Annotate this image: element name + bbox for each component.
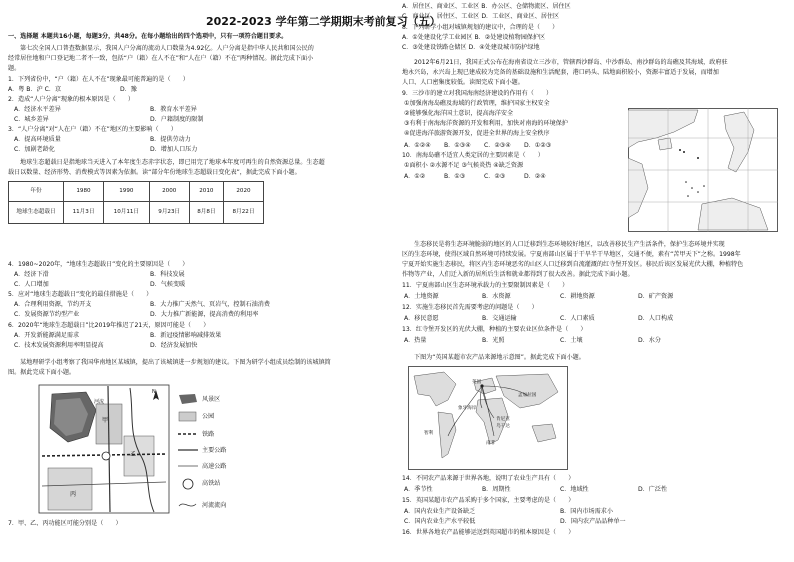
- table-cell: 9月23日: [149, 202, 189, 224]
- overshoot-day-table: [8, 181, 264, 224]
- q6-option: C．技术发展资源利用率明显提高: [14, 342, 104, 349]
- intro-line: 人口、人口密集度较低。读图完成下面小题。: [402, 79, 524, 86]
- yi-label: 乙: [130, 451, 137, 458]
- q12-option: D．人口构成: [638, 315, 674, 322]
- q10-option: A．①②: [404, 173, 426, 180]
- q11-option: A．土地资源: [404, 293, 439, 300]
- q4-option: D．气候变暖: [150, 281, 186, 288]
- q15-option: B．国内市场需求小: [560, 508, 613, 515]
- river-legend-icon: [179, 504, 196, 506]
- q10-option: C．②③: [484, 173, 506, 180]
- map-legend-symbols: [176, 392, 200, 514]
- q5-option: D．大力推广新能源，提高消费的利用率: [150, 311, 259, 318]
- intro-line: 题。: [8, 65, 21, 72]
- jia-label: 甲: [102, 417, 109, 424]
- country-label: 肯尼亚: [496, 417, 510, 422]
- q13-option: D．水分: [638, 337, 661, 344]
- intro-line: 图。据此完成下面小题。: [8, 369, 76, 376]
- intro-line: 载日以数量、经济形势、消费模式等因素为依据。读“部分年份地球生态超载日变化表”，据此完成下面小题。: [8, 169, 301, 176]
- question-10-stem: 10．南海岛礁不适宜人类定居的主要因素是（ ）: [402, 152, 544, 159]
- table-cell: 1980: [64, 182, 104, 202]
- q14-option: B．周期性: [482, 486, 511, 493]
- q13-option: B．光照: [482, 337, 505, 344]
- south-china-sea-map: [628, 108, 778, 232]
- q6-option: B．新冠疫情影响减排效果: [150, 332, 222, 339]
- q2-option: B．教育水平差异: [150, 106, 197, 113]
- q3-option: B．提供劳动力: [150, 136, 191, 143]
- question-4-stem: 4．1980~2020年，“地球生态超载日”变化的主要原因是（ ）: [8, 261, 189, 268]
- intro-line: 地球生态超载日是指地球当天进入了本年度生态赤字状态，即已用完了地球本年度可再生的自然资源总量。生态超: [20, 159, 325, 166]
- q8-option: A．①处建设化学工业园区 B．②处建设植物园保护区: [402, 34, 546, 41]
- q2-option: D．户籍制度的限制: [150, 116, 204, 123]
- q4-option: A．经济下滑: [14, 271, 49, 278]
- section-heading: 一、选择题 本题共16小题，每题3分，共48分。在每小题给出的四个选项中，只有一项符合题目要求。: [8, 33, 288, 40]
- q6-option: D．经济发展加快: [150, 342, 198, 349]
- q3-option: A．提高环境质量: [14, 136, 61, 143]
- legend-label: 铁路: [202, 431, 215, 438]
- legend-label: 风景区: [202, 396, 221, 403]
- intro-line: 第七次全国人口普查数据显示，我国人户分离的流动人口数量为4.92亿。人户分离是指中华人民共和国公民的: [20, 45, 314, 52]
- q10-statements: ①面积小 ②水源不足 ③气候炎热 ④缺乏资源: [404, 162, 524, 169]
- q13-option: A．热量: [404, 337, 427, 344]
- q10-option: B．①③: [444, 173, 466, 180]
- table-header: 年份: [9, 182, 64, 202]
- q9-statement: ③有利于南海海洋资源的开发和利用，加快对南海的环境保护: [404, 120, 568, 127]
- q9-option: B．①③④: [444, 142, 471, 149]
- question-13-stem: 13．红寺堡开发区的光伏大棚，种植的主要农业区位条件是（ ）: [402, 326, 587, 333]
- q15-option: D．国内农产品品种单一: [560, 518, 626, 525]
- q14-option: C．地域性: [560, 486, 589, 493]
- country-label: 智利: [424, 431, 434, 436]
- q15-option: C．国内农业生产水平较低: [404, 518, 476, 525]
- legend-label: 高速公路: [202, 463, 227, 470]
- country-label: 象牙海岸: [458, 406, 477, 411]
- q1-option: A．粤 B．沪 C．京: [8, 86, 62, 93]
- q13-option: C．土壤: [560, 337, 583, 344]
- north-label: N: [152, 389, 156, 395]
- world-produce-map: [408, 366, 568, 470]
- park-legend-icon: [179, 412, 196, 421]
- legend-label: 河流流向: [202, 502, 227, 509]
- q14-option: D．广泛性: [638, 486, 668, 493]
- q11-option: B．水资源: [482, 293, 511, 300]
- q9-statement: ④促进海洋旅游资源开发，促进全世界的海上安全秩序: [404, 130, 550, 137]
- q9-option: C．②③④: [484, 142, 511, 149]
- station-legend-icon: [183, 479, 193, 489]
- question-8-stem: 8．下列研学小组对城镇规划的建议中，合理的是（ ）: [402, 24, 559, 31]
- q11-option: C．耕地资源: [560, 293, 595, 300]
- table-cell: 8月8日: [189, 202, 223, 224]
- q5-option: A．合理利用资源，节约开支: [14, 301, 92, 308]
- q12-option: A．移民意愿: [404, 315, 439, 322]
- q12-option: C．人口素质: [560, 315, 595, 322]
- table-cell: 2000: [149, 182, 189, 202]
- table-cell: 2020: [223, 182, 263, 202]
- intro-line: 下图为“英国某超市农产品来源地示意图”。据此完成下面小题。: [414, 354, 585, 361]
- q9-option: D．①②③: [524, 142, 552, 149]
- intro-line: 区的生态环境，使得区域自然环境可持续发展。宁夏南部山区属于干旱半干旱地区，交通不便，素有“苦甲天下”之称。1998年: [402, 251, 741, 258]
- bing-label: 丙: [70, 491, 77, 498]
- q4-option: B．科技发展: [150, 271, 185, 278]
- question-3-stem: 3．“人户分离”对“人在户（籍）不在”地区的主要影响（ ）: [8, 126, 177, 133]
- zone-bing: [48, 468, 92, 510]
- zone-yi: [124, 436, 154, 476]
- question-15-stem: 15．英国某超市农产品采购于多个国家，主要考虑的是（ ）: [402, 497, 575, 504]
- intro-line: 2012年6月21日，我国正式公布在海南省设立三沙市，管辖西沙群岛、中沙群岛、南沙群岛的岛礁及其海域，政府驻: [414, 59, 728, 66]
- table-cell: 2010: [189, 182, 223, 202]
- q3-option: D．增加人口压力: [150, 146, 198, 153]
- page-title: 2022-2023 学年第二学期期末考前复习（五）: [206, 15, 441, 28]
- question-9-stem: 9．三沙市的建立对我国海南经济建设的作用有（ ）: [402, 90, 553, 97]
- scenic-legend-icon: [179, 394, 197, 404]
- question-16-stem: 16．世界各地农产品能够运送到英国超市的根本原因是（ ）: [402, 529, 575, 536]
- question-7-stem: 7．甲、乙、丙功能区可能分别是（ ）: [8, 520, 122, 527]
- intro-line: 某地理研学小组考察了我国华南地区某城镇，提出了该城镇进一步规划的建议。下图为研学小组成员绘制的该城镇简: [20, 359, 331, 366]
- intro-line: 生态移民是将生态环境脆弱的地区的人口迁移到生态环境较好地区，以改善移民生产生活条件，保护生态环境并实现: [414, 241, 725, 248]
- question-1-stem: 1．下列省份中，“户（籍）在人不在”现象最可能普遍的是（ ）: [8, 76, 189, 83]
- question-6-stem: 6．2020年“地球生态超载日”比2019年推迟了21天，原因可能是（ ）: [8, 322, 210, 329]
- q11-option: D．矿产资源: [638, 293, 674, 300]
- q1-option: D．豫: [120, 86, 137, 93]
- q5-option: C．发展资源节约型产业: [14, 311, 80, 318]
- table-cell: 8月22日: [223, 202, 263, 224]
- q6-option: A．开发新能源满足需求: [14, 332, 80, 339]
- country-label: 南非: [486, 441, 496, 446]
- country-label: 孟加拉国: [518, 393, 537, 398]
- q2-option: A．经济水平差异: [14, 106, 61, 113]
- river-label: 河流: [94, 399, 105, 405]
- legend-label: 公园: [202, 413, 215, 420]
- question-5-stem: 5．应对“地球生态超载日”变化的最佳措施是（ ）: [8, 291, 153, 298]
- question-2-stem: 2．造成“人户分离”现象的根本原因是（ ）: [8, 96, 134, 103]
- q4-option: C．人口增加: [14, 281, 49, 288]
- q9-option: A．①②④: [404, 142, 431, 149]
- intro-line: 作物等产业，人们迁入新的居所后生活和就业都得到了很大改善。据此完成下面小题。: [402, 271, 634, 278]
- q2-option: C．城乡差异: [14, 116, 49, 123]
- intro-line: 地永兴岛，永兴岛上现已建成较为完备的基础设施和生活配套，港口码头、陆地面积较小，资源丰富适于发展，而增加: [402, 69, 719, 76]
- q9-statement: ①加强南海岛礁及海域的行政管理，维护国家主权安全: [404, 100, 550, 107]
- hainan-island: [658, 138, 672, 150]
- legend-label: 高铁站: [202, 480, 221, 487]
- question-12-stem: 12．实施生态移民首先需要考虑的问题是（ ）: [402, 304, 538, 311]
- table-header: 地球生态超载日: [9, 202, 64, 224]
- country-label: 乌干达: [496, 424, 510, 429]
- table-cell: 10月11日: [104, 202, 150, 224]
- q14-option: A．季节性: [404, 486, 433, 493]
- q7-option: A．居住区、商业区、工业区 B．办公区、仓储物流区、居住区: [402, 3, 571, 10]
- legend-label: 主要公路: [202, 447, 227, 454]
- country-label: 英国: [472, 380, 482, 385]
- question-11-stem: 11．宁夏南部山区生态环境承载力的主要限制因素是（ ）: [402, 282, 569, 289]
- q9-statement: ②能够强化海洋国土意识，提高海洋安全: [404, 110, 514, 117]
- q12-option: B．交通运输: [482, 315, 517, 322]
- table-cell: 1990: [104, 182, 150, 202]
- question-14-stem: 14．不同农产品来源于世界各地，说明了农业生产具有（ ）: [402, 475, 575, 482]
- high-speed-station: [102, 452, 110, 460]
- q10-option: D．②④: [524, 173, 546, 180]
- q15-option: A．国内农业生产设备缺乏: [404, 508, 476, 515]
- intro-line: 宁夏开始实施生态移民，将区内生态环境恶劣的山区人口迁移到自流灌溉的红寺堡开发区。移民后该区发展光伏大棚，种植特色: [402, 261, 744, 268]
- q7-option: C．商业区、居住区、工业区 D．工业区、商业区、居住区: [402, 13, 560, 20]
- intro-line: 经常居住地和户口登记地二者不一致，包括“户（籍）在人不在”和“人在户（籍）不在”两种情况。据此完成下面小: [8, 55, 314, 62]
- q8-option: C．③处建设铁路仓储区 D．④处建设城市防护绿地: [402, 44, 540, 51]
- q3-option: C．加剧老龄化: [14, 146, 55, 153]
- table-cell: 11月3日: [64, 202, 104, 224]
- q5-option: B．大力推广天然气、页岩气，控制石油消费: [150, 301, 270, 308]
